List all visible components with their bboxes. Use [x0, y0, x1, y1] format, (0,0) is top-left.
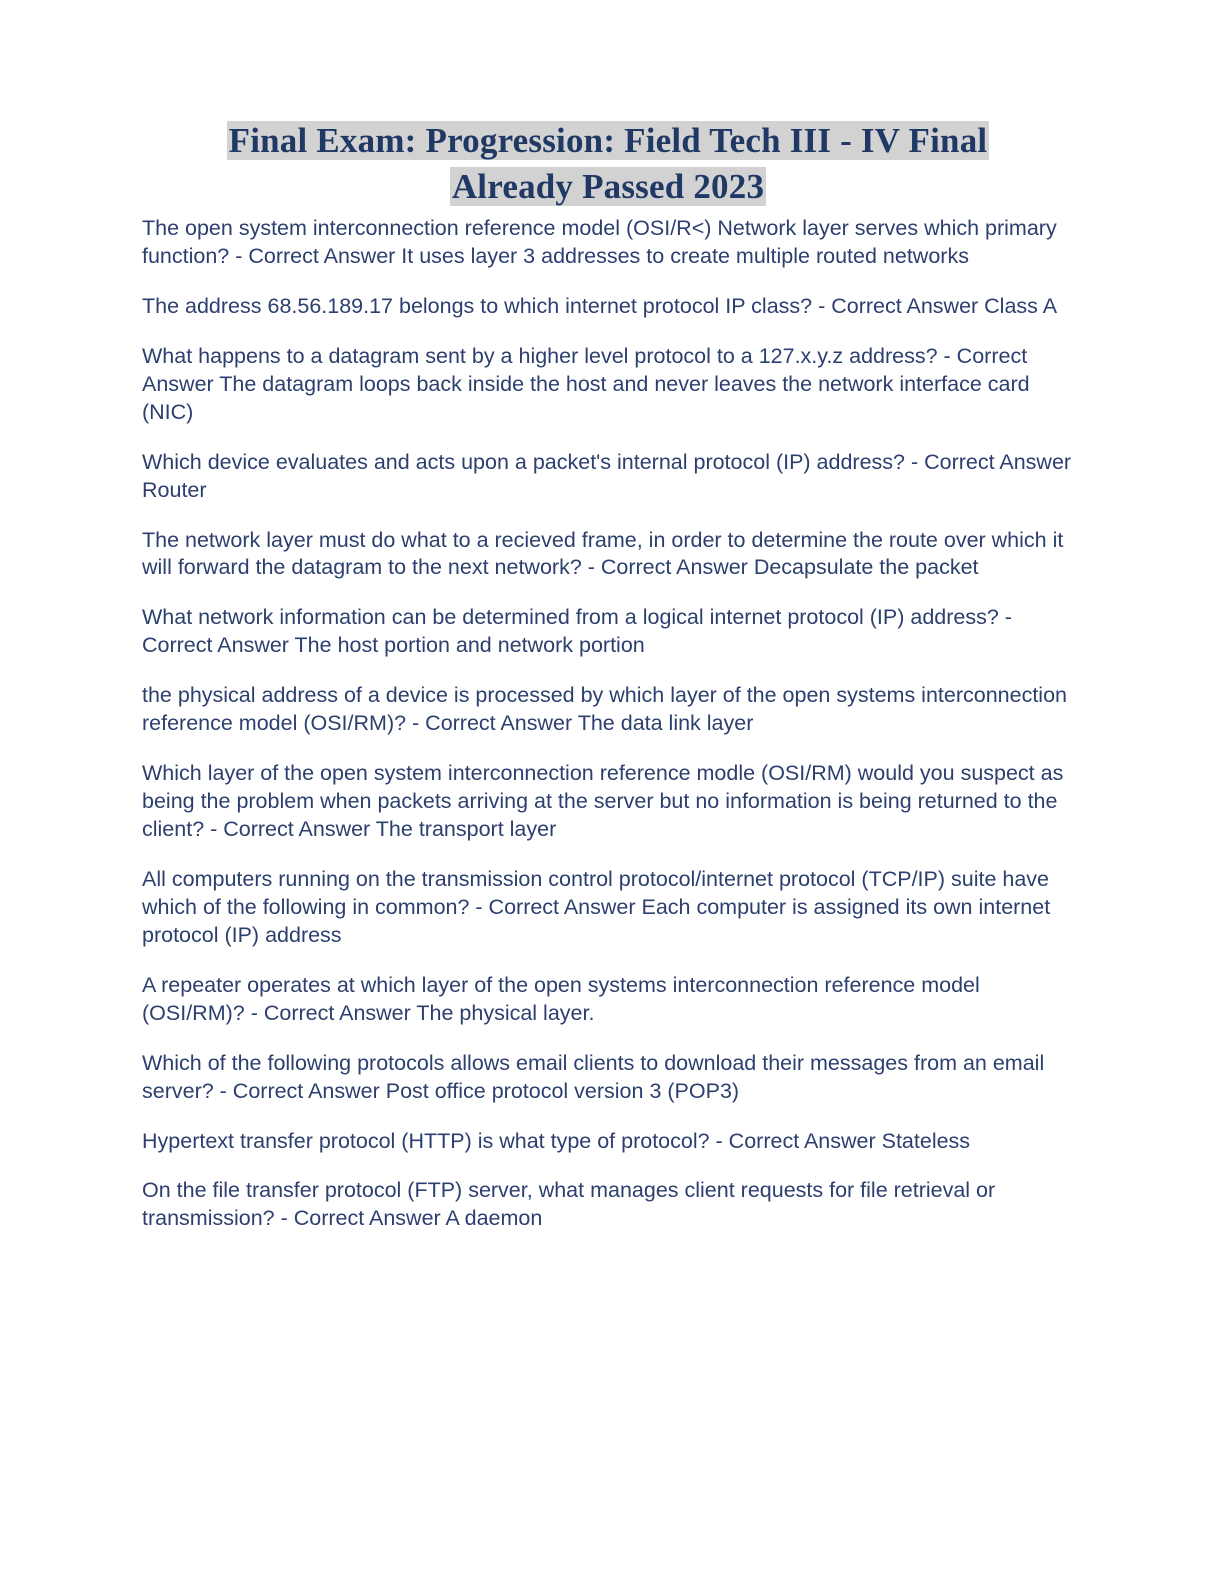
qa-item: All computers running on the transmission control protocol/internet protocol (TCP/IP) suite have which of the following in common? - Correct Answer Each computer is assigned its own internet protocol (IP) address [142, 866, 1051, 947]
qa-item: On the file transfer protocol (FTP) server, what manages client requests for file retrieval or transmission? - Correct Answer A daemon [142, 1178, 996, 1231]
qa-item: A repeater operates at which layer of the open systems interconnection reference model (OSI/RM)? - Correct Answer The physical layer. [142, 972, 980, 1025]
qa-item: Which layer of the open system interconnection reference modle (OSI/RM) would you suspect as being the problem when packets arriving at the server but no information is being returned to the client? - Correct Answer The transport layer [142, 761, 1064, 841]
qa-item: Hypertext transfer protocol (HTTP) is what type of protocol? - Correct Answer Stateless [142, 1128, 971, 1153]
qa-item: Which of the following protocols allows email clients to download their messages from an email server? - Correct Answer Post office protocol version 3 (POP3) [142, 1050, 1045, 1103]
page-title-line-1: Final Exam: Progression: Field Tech III - IV Final [228, 121, 988, 160]
qa-item: the physical address of a device is processed by which layer of the open systems interconnection reference model (OSI/RM)? - Correct Answer The data link layer [142, 683, 1067, 736]
qa-item: The network layer must do what to a recieved frame, in order to determine the route over which it will forward the datagram to the next network? - Correct Answer Decapsulate the packet [142, 527, 1064, 580]
qa-item: What happens to a datagram sent by a higher level protocol to a 127.x.y.z address? - Correct Answer The datagram loops back inside the host and never leaves the network interface card (NIC) [142, 343, 1030, 424]
qa-list [142, 215, 1074, 1233]
qa-item: The open system interconnection reference model (OSI/R<) Network layer serves which primary function? - Correct Answer It uses layer 3 addresses to create multiple routed networks [142, 216, 1057, 268]
qa-item: Which device evaluates and acts upon a packet's internal protocol (IP) address? - Correct Answer Router [142, 449, 1072, 502]
qa-item: The address 68.56.189.17 belongs to which internet protocol IP class? - Correct Answer Class A [142, 293, 1058, 318]
qa-item: What network information can be determined from a logical internet protocol (IP) address? - Correct Answer The host portion and network portion [142, 605, 1012, 658]
page-title [142, 118, 1074, 209]
page-title-line-2: Already Passed 2023 [451, 166, 765, 206]
